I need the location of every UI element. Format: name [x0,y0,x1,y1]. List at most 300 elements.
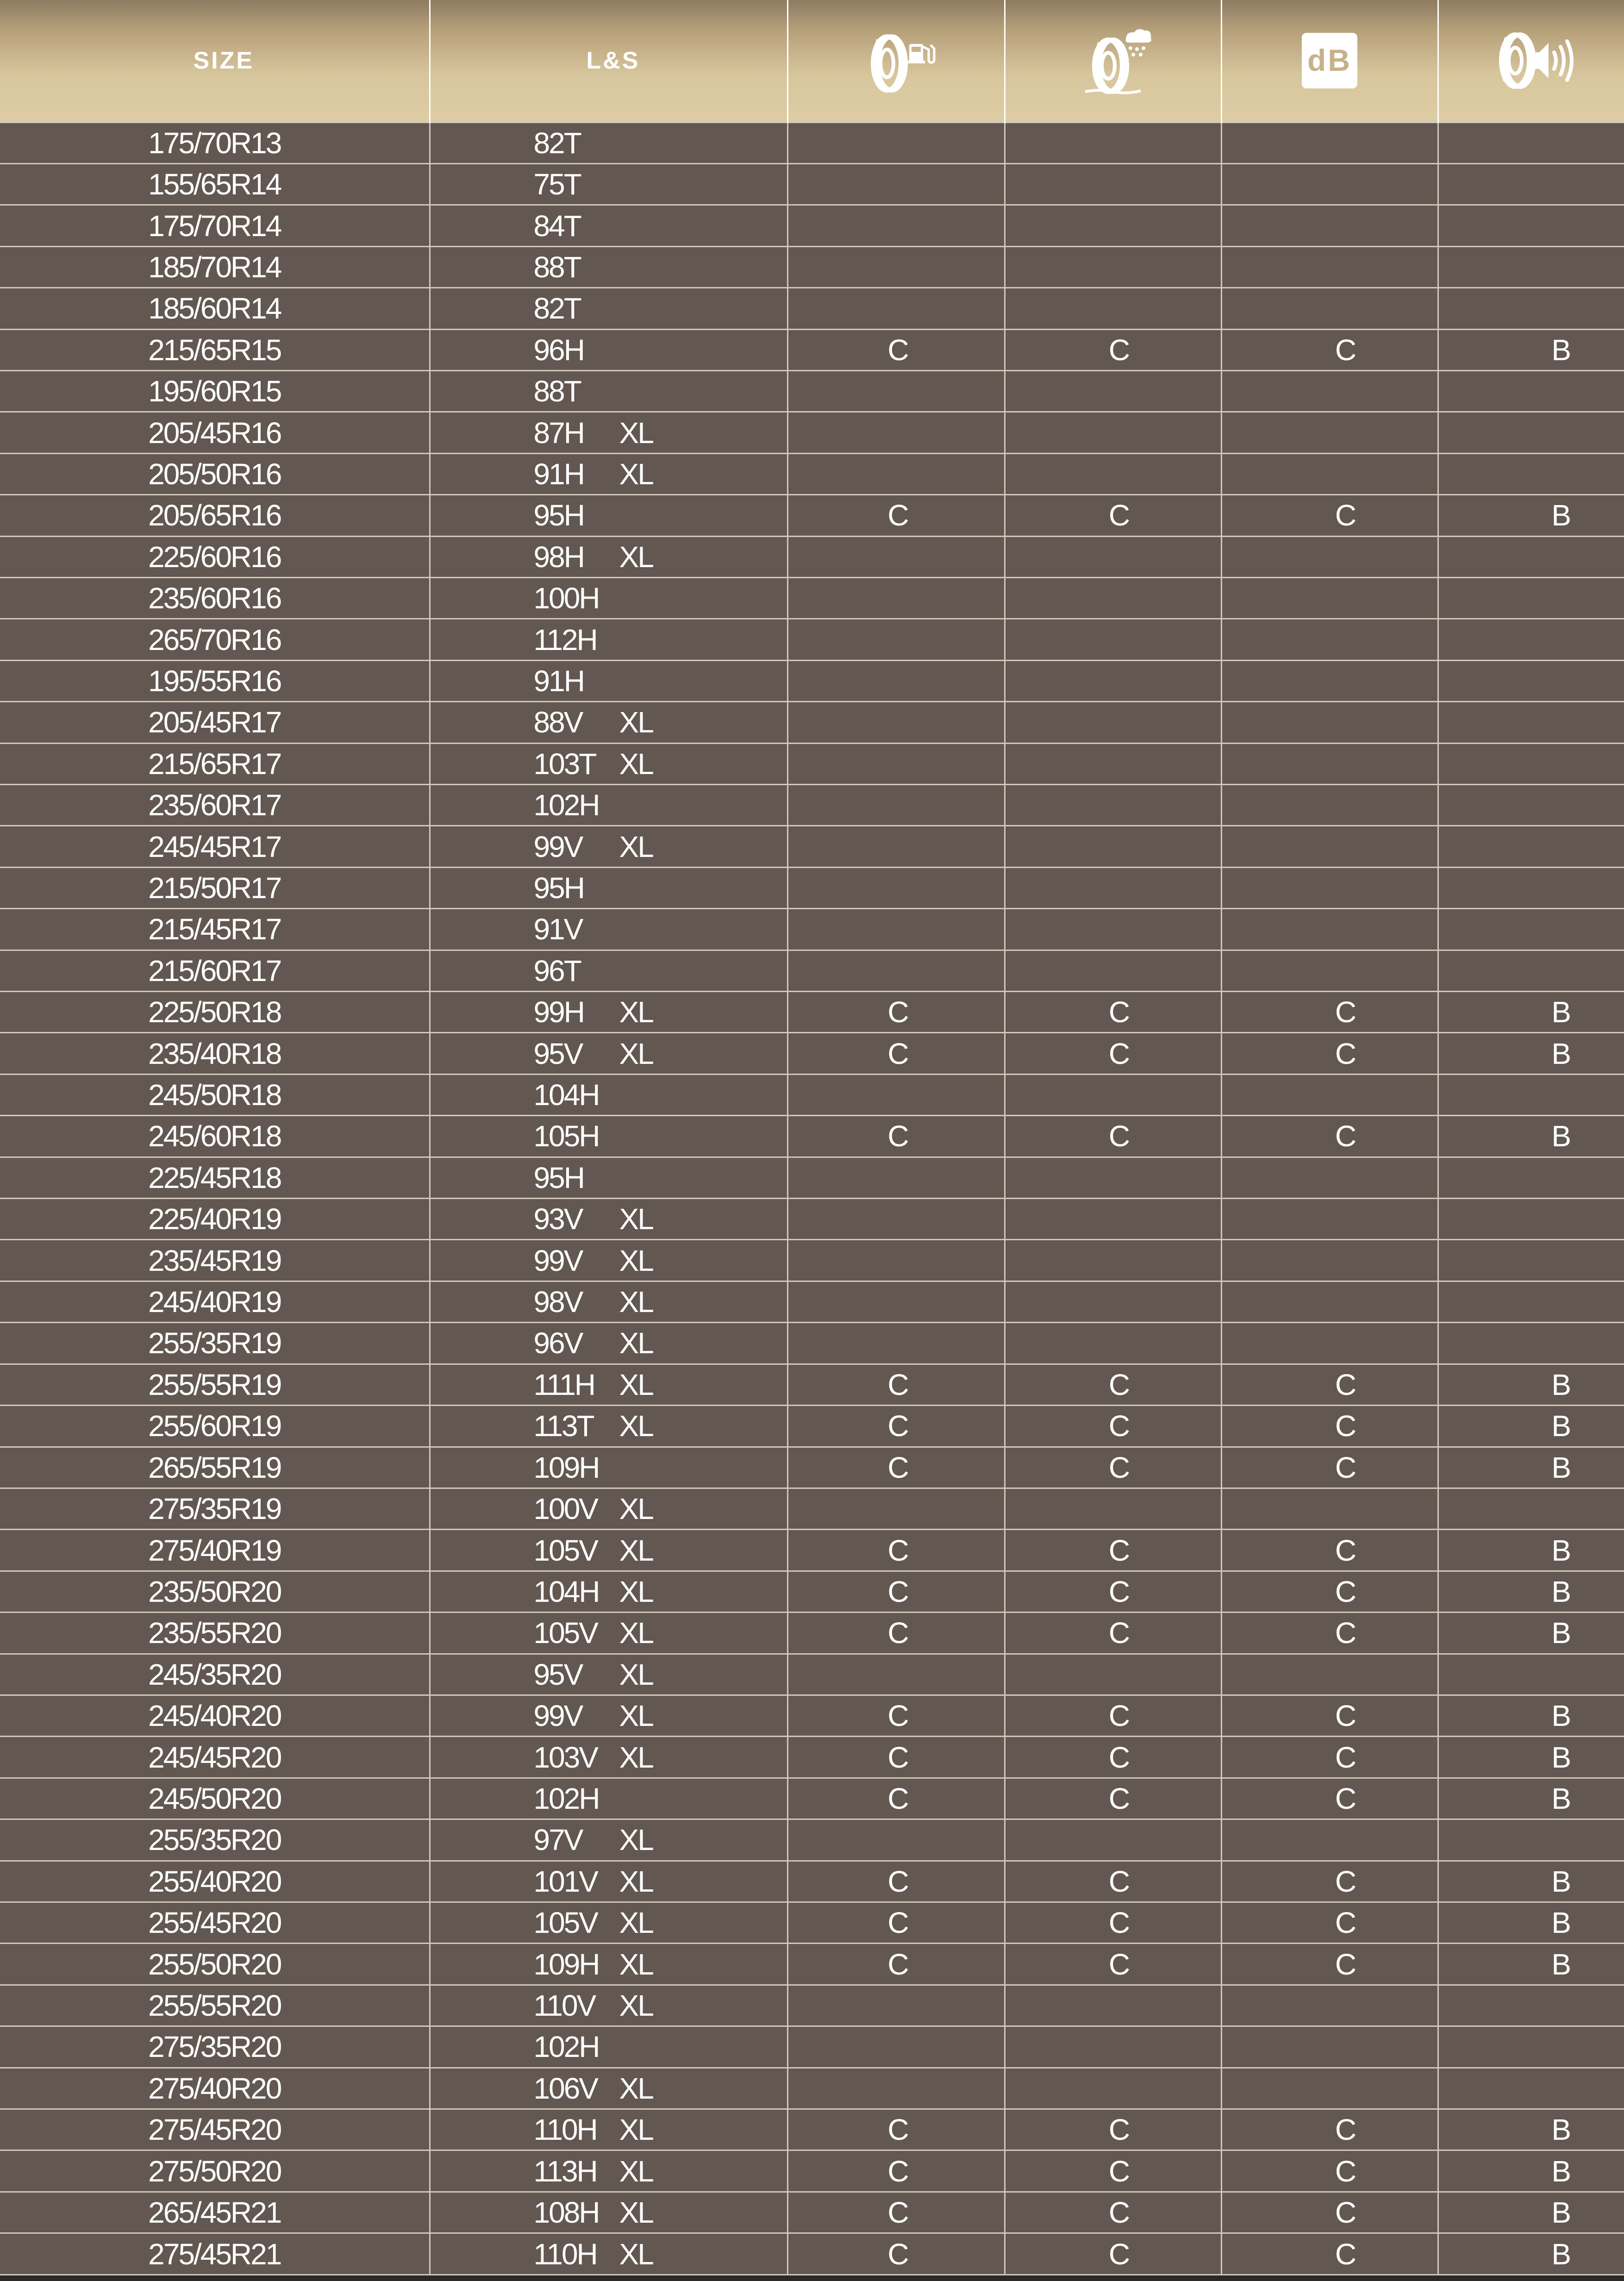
fuel-efficiency-grade: C [787,1116,1005,1157]
load-speed-index: 93V [533,1202,582,1236]
tire-size-cell: 275/35R20 [0,2026,430,2068]
fuel-efficiency-grade [787,1654,1005,1695]
noise-class-grade: B [1438,1530,1624,1571]
fuel-efficiency-grade: C [787,1364,1005,1405]
load-speed-cell [430,743,787,784]
xl-marker: XL [619,1988,653,2022]
load-speed-cell [430,1323,787,1364]
load-speed-index: 99V [533,1699,582,1733]
table-row [0,1861,1624,1902]
load-speed-index: 102H [533,2030,599,2064]
tire-size-cell: 235/45R19 [0,1240,430,1281]
load-speed-index: 109H [533,1947,599,1981]
wet-grip-grade [1005,205,1221,246]
load-speed-cell [430,702,787,743]
load-speed-index: 103T [533,747,596,781]
noise-class-grade: B [1438,2150,1624,2192]
load-speed-cell [430,1737,787,1778]
noise-db-icon [1301,32,1358,89]
wet-grip-grade [1005,909,1221,950]
header-row [0,0,1624,122]
tire-size-cell: 255/55R19 [0,1364,430,1405]
noise-db-grade [1221,1323,1438,1364]
table-row [0,1157,1624,1198]
wet-grip-grade [1005,288,1221,329]
noise-db-grade: C [1221,1612,1438,1654]
noise-db-grade: C [1221,1778,1438,1819]
tire-size-cell: 175/70R13 [0,122,430,163]
fuel-efficiency-grade: C [787,1447,1005,1488]
noise-db-grade: C [1221,1447,1438,1488]
wet-grip-grade [1005,867,1221,908]
noise-class-grade [1438,702,1624,743]
xl-marker: XL [619,1657,653,1691]
load-speed-cell [430,1530,787,1571]
wet-grip-grade [1005,163,1221,205]
noise-class-grade [1438,122,1624,163]
fuel-efficiency-grade: C [787,992,1005,1033]
table-body [0,122,1624,2275]
noise-db-grade [1221,660,1438,701]
xl-marker: XL [619,1409,653,1443]
load-speed-index: 112H [533,623,597,656]
tire-size-cell: 245/40R20 [0,1695,430,1736]
wet-grip-grade: C [1005,1695,1221,1736]
xl-marker: XL [619,995,653,1029]
wet-grip-grade [1005,826,1221,867]
noise-class-grade [1438,909,1624,950]
xl-marker: XL [619,416,653,450]
load-speed-cell [430,205,787,246]
wet-grip-grade [1005,1819,1221,1861]
xl-marker: XL [619,1616,653,1650]
noise-class-grade: B [1438,1861,1624,1902]
table-row [0,288,1624,329]
noise-db-grade [1221,867,1438,908]
noise-db-grade: C [1221,495,1438,536]
noise-db-grade: C [1221,1902,1438,1943]
tire-size-cell: 195/60R15 [0,370,430,412]
noise-class-grade: B [1438,1364,1624,1405]
load-speed-index: 105V [533,1616,597,1650]
noise-class-grade [1438,1074,1624,1115]
tire-size-cell: 215/65R15 [0,329,430,370]
tire-size-cell: 275/45R21 [0,2233,430,2275]
noise-db-grade [1221,1240,1438,1281]
load-speed-cell [430,992,787,1033]
table-row [0,1612,1624,1654]
noise-class-grade [1438,660,1624,701]
tire-size-cell: 205/45R16 [0,412,430,453]
noise-db-grade: C [1221,1406,1438,1447]
tire-size-cell: 275/50R20 [0,2150,430,2192]
noise-db-grade [1221,1281,1438,1322]
load-speed-index: 101V [533,1864,597,1898]
wet-grip-grade: C [1005,1447,1221,1488]
load-speed-cell [430,2150,787,2192]
wet-grip-grade [1005,1240,1221,1281]
noise-db-grade: C [1221,2192,1438,2233]
noise-class-grade [1438,1985,1624,2026]
fuel-efficiency-grade [787,785,1005,826]
noise-class-grade [1438,1281,1624,1322]
noise-db-grade: C [1221,1944,1438,1985]
tire-size-cell: 225/45R18 [0,1157,430,1198]
noise-class-grade [1438,370,1624,412]
noise-db-grade [1221,1654,1438,1695]
wet-grip-grade: C [1005,2109,1221,2150]
noise-class-grade [1438,205,1624,246]
fuel-efficiency-icon [855,28,938,93]
load-speed-cell [430,1406,787,1447]
table-row [0,1902,1624,1943]
load-speed-index: 95H [533,499,584,532]
wet-grip-grade [1005,122,1221,163]
tire-size-cell: 215/45R17 [0,909,430,950]
xl-marker: XL [619,540,653,574]
tire-size-cell: 185/60R14 [0,288,430,329]
fuel-efficiency-grade [787,909,1005,950]
tire-size-cell: 185/70R14 [0,246,430,287]
noise-class-grade: B [1438,1406,1624,1447]
tire-size-cell: 155/65R14 [0,163,430,205]
table-row [0,2150,1624,2192]
xl-marker: XL [619,1244,653,1277]
fuel-efficiency-grade [787,743,1005,784]
table-row [0,412,1624,453]
noise-class-grade: B [1438,329,1624,370]
xl-marker: XL [619,1492,653,1526]
noise-class-grade: B [1438,2192,1624,2233]
load-speed-cell [430,2233,787,2275]
xl-marker: XL [619,1947,653,1981]
load-speed-index: 100V [533,1492,597,1526]
table-row [0,1323,1624,1364]
xl-marker: XL [619,1368,653,1401]
table-row [0,702,1624,743]
tire-size-cell: 235/40R18 [0,1033,430,1074]
table-row [0,246,1624,287]
load-speed-cell [430,950,787,991]
load-speed-index: 95V [533,1037,582,1070]
table-row [0,950,1624,991]
noise-db-grade [1221,619,1438,660]
tire-size-cell: 235/55R20 [0,1612,430,1654]
load-speed-index: 113T [533,1409,593,1443]
table-row [0,1447,1624,1488]
table-row [0,1406,1624,1447]
table-row [0,619,1624,660]
wet-grip-grade [1005,1157,1221,1198]
tire-size-cell: 215/60R17 [0,950,430,991]
load-speed-index: 88T [533,250,581,284]
tire-size-cell: 225/60R16 [0,536,430,577]
load-speed-index: 105V [533,1533,597,1567]
load-speed-cell [430,2109,787,2150]
tire-size-cell: 235/50R20 [0,1571,430,1612]
load-speed-index: 110H [533,2113,597,2147]
wet-grip-icon [1071,26,1155,95]
load-speed-cell [430,1985,787,2026]
wet-grip-grade [1005,1654,1221,1695]
tire-size-cell: 245/35R20 [0,1654,430,1695]
xl-marker: XL [619,1864,653,1898]
load-speed-index: 91V [533,912,582,946]
noise-class-grade: B [1438,1902,1624,1943]
noise-class-grade: B [1438,1571,1624,1612]
fuel-efficiency-grade [787,1819,1005,1861]
wet-grip-grade: C [1005,992,1221,1033]
load-speed-cell [430,2068,787,2109]
wet-grip-grade [1005,950,1221,991]
load-speed-cell [430,1447,787,1488]
fuel-efficiency-grade [787,867,1005,908]
tire-size-cell: 265/55R19 [0,1447,430,1488]
xl-marker: XL [619,1823,653,1857]
noise-db-grade [1221,163,1438,205]
wet-grip-grade: C [1005,1530,1221,1571]
noise-class-grade [1438,1240,1624,1281]
wet-grip-grade: C [1005,329,1221,370]
wet-grip-grade [1005,536,1221,577]
fuel-efficiency-grade [787,1985,1005,2026]
wet-grip-grade [1005,743,1221,784]
tire-size-cell: 245/45R17 [0,826,430,867]
noise-class-grade: B [1438,992,1624,1033]
xl-marker: XL [619,1699,653,1733]
table-row [0,329,1624,370]
noise-db-grade [1221,1074,1438,1115]
table-row [0,1571,1624,1612]
noise-class-icon [1487,28,1575,93]
table-row [0,743,1624,784]
tire-size-cell: 255/55R20 [0,1985,430,2026]
table-row [0,1074,1624,1115]
load-speed-cell [430,329,787,370]
fuel-efficiency-grade [787,1323,1005,1364]
load-speed-index: 102H [533,1781,599,1815]
noise-class-grade [1438,1157,1624,1198]
load-speed-cell [430,1074,787,1115]
table-row [0,1199,1624,1240]
load-speed-index: 104H [533,1575,599,1608]
tire-size-cell: 205/65R16 [0,495,430,536]
load-speed-cell [430,660,787,701]
xl-marker: XL [619,1037,653,1070]
load-speed-cell [430,2026,787,2068]
load-speed-index: 98H [533,540,584,574]
noise-db-grade [1221,2068,1438,2109]
noise-db-grade: C [1221,1364,1438,1405]
load-speed-cell [430,1281,787,1322]
tire-size-cell: 205/50R16 [0,453,430,494]
noise-class-grade: B [1438,1737,1624,1778]
noise-class-grade: B [1438,495,1624,536]
noise-db-grade [1221,826,1438,867]
fuel-efficiency-grade [787,1488,1005,1529]
tire-size-cell: 175/70R14 [0,205,430,246]
noise-class-grade: B [1438,1447,1624,1488]
fuel-efficiency-grade: C [787,2192,1005,2233]
noise-class-grade: B [1438,1033,1624,1074]
noise-class-grade: B [1438,1695,1624,1736]
table-row [0,2192,1624,2233]
noise-class-grade [1438,867,1624,908]
table-row [0,909,1624,950]
fuel-efficiency-grade: C [787,1530,1005,1571]
table-row [0,826,1624,867]
bottom-border [0,2275,1624,2281]
fuel-efficiency-grade: C [787,2150,1005,2192]
load-speed-index: 103V [533,1740,597,1774]
noise-db-grade: C [1221,2150,1438,2192]
load-speed-cell [430,288,787,329]
wet-grip-column-header [1005,0,1221,122]
wet-grip-grade [1005,2068,1221,2109]
load-speed-cell [430,867,787,908]
wet-grip-grade: C [1005,1116,1221,1157]
table-row [0,992,1624,1033]
xl-marker: XL [619,706,653,739]
load-speed-index: 104H [533,1078,599,1112]
noise-db-grade [1221,122,1438,163]
wet-grip-grade: C [1005,2233,1221,2275]
load-speed-cell [430,412,787,453]
tire-size-cell: 255/35R20 [0,1819,430,1861]
fuel-efficiency-grade [787,370,1005,412]
fuel-efficiency-grade [787,288,1005,329]
load-speed-cell [430,1116,787,1157]
fuel-efficiency-grade [787,122,1005,163]
wet-grip-grade [1005,1199,1221,1240]
table-row [0,660,1624,701]
noise-db-grade [1221,288,1438,329]
load-speed-index: 109H [533,1450,599,1484]
noise-db-grade [1221,453,1438,494]
fuel-efficiency-grade: C [787,1695,1005,1736]
wet-grip-grade [1005,2026,1221,2068]
table-row [0,1778,1624,1819]
wet-grip-grade [1005,246,1221,287]
load-speed-cell [430,1861,787,1902]
wet-grip-grade: C [1005,2192,1221,2233]
tire-size-cell: 245/60R18 [0,1116,430,1157]
load-speed-cell [430,1571,787,1612]
wet-grip-grade: C [1005,1612,1221,1654]
noise-class-column-header [1438,0,1624,122]
noise-db-grade: C [1221,1695,1438,1736]
fuel-efficiency-grade: C [787,1571,1005,1612]
load-speed-index: 110H [533,2237,597,2271]
size-column-header: SIZE [0,0,430,122]
load-speed-index: 96H [533,333,584,367]
load-speed-cell [430,370,787,412]
noise-class-grade: B [1438,1116,1624,1157]
tire-size-cell: 265/70R16 [0,619,430,660]
xl-marker: XL [619,2071,653,2105]
fuel-efficiency-grade [787,826,1005,867]
noise-class-grade [1438,453,1624,494]
load-speed-cell [430,1199,787,1240]
fuel-efficiency-grade: C [787,1612,1005,1654]
tire-size-cell: 215/65R17 [0,743,430,784]
noise-class-grade [1438,288,1624,329]
fuel-efficiency-grade: C [787,1902,1005,1943]
fuel-efficiency-grade [787,1199,1005,1240]
noise-db-grade [1221,785,1438,826]
fuel-efficiency-grade [787,246,1005,287]
table-row [0,577,1624,619]
xl-marker: XL [619,2237,653,2271]
fuel-efficiency-grade: C [787,1737,1005,1778]
wet-grip-grade: C [1005,1364,1221,1405]
load-speed-cell [430,163,787,205]
xl-marker: XL [619,2196,653,2230]
table-row [0,1737,1624,1778]
noise-class-grade [1438,826,1624,867]
fuel-efficiency-grade [787,536,1005,577]
load-speed-index: 97V [533,1823,582,1857]
noise-db-grade: C [1221,1116,1438,1157]
load-speed-cell [430,1240,787,1281]
noise-class-grade [1438,163,1624,205]
noise-class-grade [1438,577,1624,619]
table-row [0,1985,1624,2026]
table-row [0,122,1624,163]
load-speed-cell [430,1654,787,1695]
load-speed-index: 87H [533,416,584,450]
wet-grip-grade [1005,785,1221,826]
load-speed-index: 84T [533,209,581,243]
load-speed-index: 98V [533,1285,582,1319]
noise-class-grade [1438,412,1624,453]
tire-size-cell: 235/60R17 [0,785,430,826]
table-row [0,205,1624,246]
tire-size-cell: 275/35R19 [0,1488,430,1529]
noise-class-grade [1438,1323,1624,1364]
fuel-efficiency-grade [787,619,1005,660]
load-speed-index: 105V [533,1906,597,1940]
noise-db-grade: C [1221,2109,1438,2150]
wet-grip-grade [1005,660,1221,701]
table-row [0,2109,1624,2150]
fuel-efficiency-grade: C [787,1406,1005,1447]
fuel-efficiency-grade [787,577,1005,619]
tire-size-cell: 215/50R17 [0,867,430,908]
noise-db-grade [1221,205,1438,246]
load-speed-cell [430,1819,787,1861]
noise-class-grade: B [1438,1612,1624,1654]
table-row [0,1530,1624,1571]
noise-db-grade [1221,1488,1438,1529]
load-speed-index: 105H [533,1119,599,1153]
noise-class-grade [1438,785,1624,826]
load-speed-index: 100H [533,581,599,615]
load-speed-index: 113H [533,2154,597,2188]
tire-size-cell: 255/40R20 [0,1861,430,1902]
tire-size-cell: 245/50R18 [0,1074,430,1115]
table-row [0,1654,1624,1695]
load-speed-cell [430,785,787,826]
fuel-efficiency-grade [787,1074,1005,1115]
tire-size-cell: 245/45R20 [0,1737,430,1778]
fuel-efficiency-grade: C [787,1944,1005,1985]
db-icon-text: dB [1307,43,1352,78]
tire-size-cell: 275/40R19 [0,1530,430,1571]
tire-size-cell: 235/60R16 [0,577,430,619]
noise-db-grade [1221,1157,1438,1198]
wet-grip-grade [1005,1074,1221,1115]
